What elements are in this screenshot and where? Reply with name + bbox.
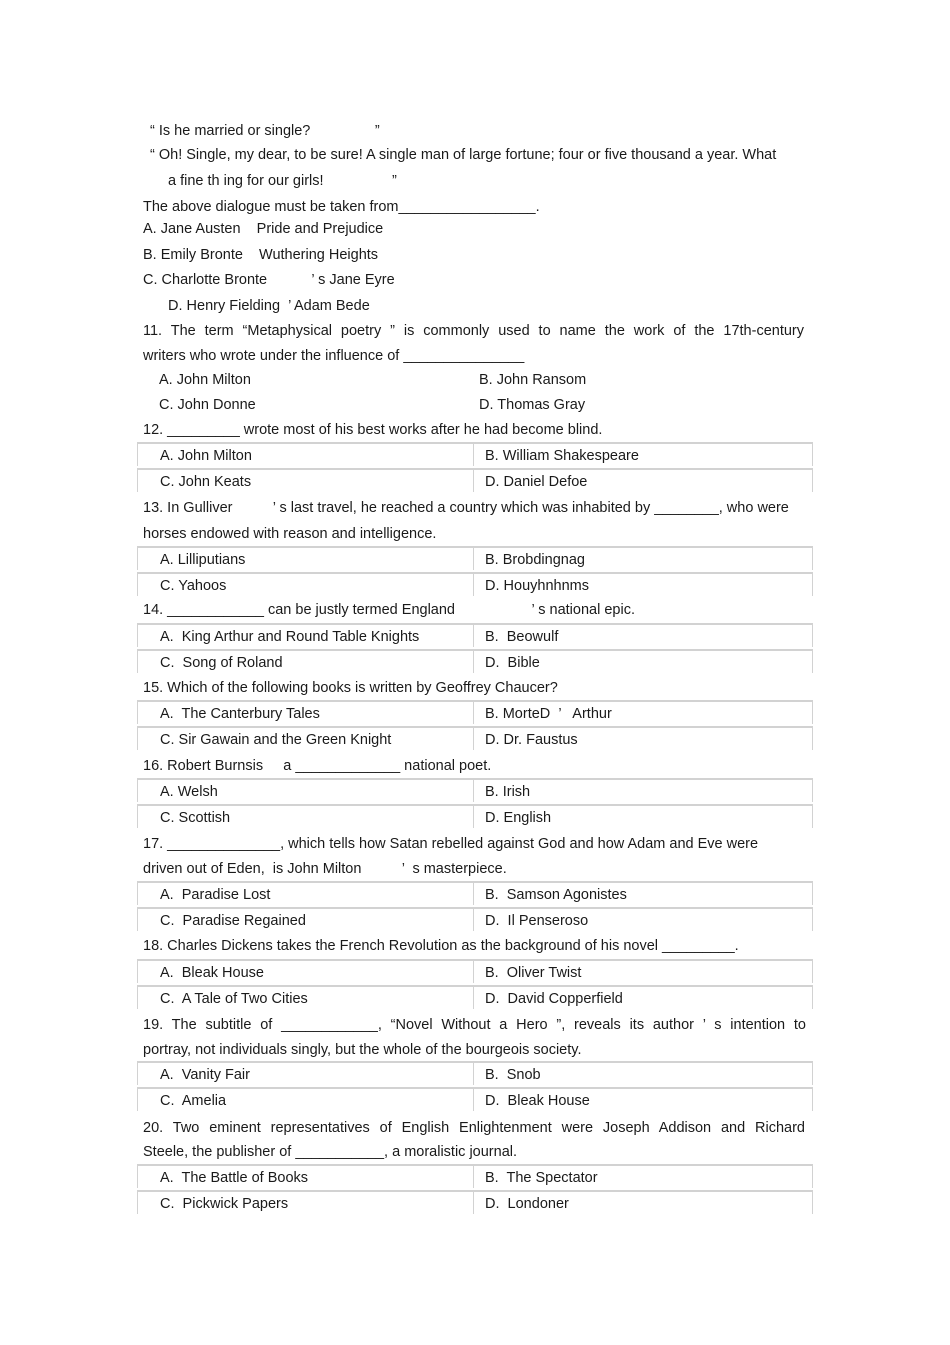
question-17-option-c: C. Paradise Regained <box>160 913 306 929</box>
question-16-row-2 <box>137 804 813 828</box>
question-16-option-b: B. Irish <box>485 784 531 800</box>
question-17-row-1 <box>137 881 813 905</box>
question-20-stem-2: Steele, the publisher of ___________, a moralistic journal. <box>143 1144 518 1160</box>
question-20-option-d: D. Londoner <box>485 1196 569 1212</box>
question-10-stem: The above dialogue must be taken from_________________. <box>143 199 540 215</box>
question-14-option-b: B. Beowulf <box>485 629 559 645</box>
question-11-stem-2: writers who wrote under the influence of _______________ <box>143 348 525 364</box>
question-14-option-d: D. Bible <box>485 655 540 671</box>
question-18-option-a: A. Bleak House <box>160 965 264 981</box>
question-15-option-b: B. MorteD ’ Arthur <box>485 706 612 722</box>
question-15-option-a: A. The Canterbury Tales <box>160 706 320 722</box>
question-11-option-d: D. Thomas Gray <box>479 397 586 413</box>
question-13-stem-2: horses endowed with reason and intelligence. <box>143 526 437 542</box>
question-14-stem: 14. ____________ can be justly termed England ’ s national epic. <box>143 602 635 618</box>
question-16-row-1 <box>137 778 813 802</box>
question-14-option-c: C. Song of Roland <box>160 655 283 671</box>
question-18-option-c: C. A Tale of Two Cities <box>160 991 308 1007</box>
question-20-row-1 <box>137 1164 813 1188</box>
question-11-stem-1: 11. The term “Metaphysical poetry ” is commonly used to name the work of the 17th-century <box>143 323 804 339</box>
question-14-row-2 <box>137 649 813 673</box>
question-20-stem-1: 20. Two eminent representatives of English Enlightenment were Joseph Addison and Richard <box>143 1120 805 1136</box>
question-10-option-d: D. Henry Fielding ’ Adam Bede <box>168 298 370 314</box>
question-17-row-2 <box>137 907 813 931</box>
question-10-option-a: A. Jane Austen Pride and Prejudice <box>143 221 384 237</box>
question-18-stem: 18. Charles Dickens takes the French Revolution as the background of his novel _________. <box>143 938 739 954</box>
question-20-option-a: A. The Battle of Books <box>160 1170 309 1186</box>
question-10-option-b: B. Emily Bronte Wuthering Heights <box>143 247 379 263</box>
question-18-option-b: B. Oliver Twist <box>485 965 582 981</box>
dialogue-line-3: a fine th ing for our girls! ” <box>168 173 397 189</box>
question-12-stem: 12. _________ wrote most of his best works after he had become blind. <box>143 422 603 438</box>
question-12-row-2 <box>137 468 813 492</box>
question-17-stem-1: 17. ______________, which tells how Satan rebelled against God and how Adam and Eve were <box>143 836 759 852</box>
question-17-option-d: D. Il Penseroso <box>485 913 589 929</box>
question-14-option-a: A. King Arthur and Round Table Knights <box>160 629 420 645</box>
question-19-option-a: A. Vanity Fair <box>160 1067 250 1083</box>
question-20-row-2 <box>137 1190 813 1214</box>
question-19-stem-2: portray, not individuals singly, but the whole of the bourgeois society. <box>143 1042 582 1058</box>
question-18-row-2 <box>137 985 813 1009</box>
question-13-option-a: A. Lilliputians <box>160 552 246 568</box>
question-20-option-c: C. Pickwick Papers <box>160 1196 289 1212</box>
question-15-option-d: D. Dr. Faustus <box>485 732 578 748</box>
question-13-row-2 <box>137 572 813 596</box>
question-13-stem-1: 13. In Gulliver ’ s last travel, he reached a country which was inhabited by ________, who were <box>143 500 789 516</box>
question-12-row-1 <box>137 442 813 466</box>
question-19-row-1 <box>137 1061 813 1085</box>
question-18-option-d: D. David Copperfield <box>485 991 623 1007</box>
question-16-option-c: C. Scottish <box>160 810 231 826</box>
question-19-option-b: B. Snob <box>485 1067 541 1083</box>
question-17-option-b: B. Samson Agonistes <box>485 887 627 903</box>
question-11-option-c: C. John Donne <box>159 397 256 413</box>
question-12-option-b: B. William Shakespeare <box>485 448 639 464</box>
question-12-option-c: C. John Keats <box>160 474 252 490</box>
question-14-row-1 <box>137 623 813 647</box>
question-16-option-d: D. English <box>485 810 552 826</box>
question-13-option-d: D. Houyhnhnms <box>485 578 589 594</box>
question-11-option-a: A. John Milton <box>159 372 251 388</box>
question-13-option-b: B. Brobdingnag <box>485 552 585 568</box>
question-19-option-c: C. Amelia <box>160 1093 227 1109</box>
question-15-stem: 15. Which of the following books is written by Geoffrey Chaucer? <box>143 680 558 696</box>
question-17-stem-2: driven out of Eden, is John Milton ’ s masterpiece. <box>143 861 507 877</box>
question-19-row-2 <box>137 1087 813 1111</box>
question-17-option-a: A. Paradise Lost <box>160 887 271 903</box>
question-15-row-1 <box>137 700 813 724</box>
question-19-option-d: D. Bleak House <box>485 1093 590 1109</box>
question-16-stem: 16. Robert Burnsis a _____________ national poet. <box>143 758 492 774</box>
question-12-option-a: A. John Milton <box>160 448 252 464</box>
question-19-stem-1: 19. The subtitle of ____________, “Novel Without a Hero ”, reveals its author ’ s intention to <box>143 1017 806 1033</box>
question-11-option-b: B. John Ransom <box>479 372 587 388</box>
question-20-option-b: B. The Spectator <box>485 1170 598 1186</box>
dialogue-line-1: “ Is he married or single? ” <box>150 123 380 139</box>
question-16-option-a: A. Welsh <box>160 784 218 800</box>
question-18-row-1 <box>137 959 813 983</box>
question-15-option-c: C. Sir Gawain and the Green Knight <box>160 732 392 748</box>
question-13-option-c: C. Yahoos <box>160 578 227 594</box>
question-13-row-1 <box>137 546 813 570</box>
question-12-option-d: D. Daniel Defoe <box>485 474 588 490</box>
question-15-row-2 <box>137 726 813 750</box>
question-10-option-c: C. Charlotte Bronte ’ s Jane Eyre <box>143 272 395 288</box>
dialogue-line-2: “ Oh! Single, my dear, to be sure! A single man of large fortune; four or five thousand a year. What <box>150 147 777 163</box>
